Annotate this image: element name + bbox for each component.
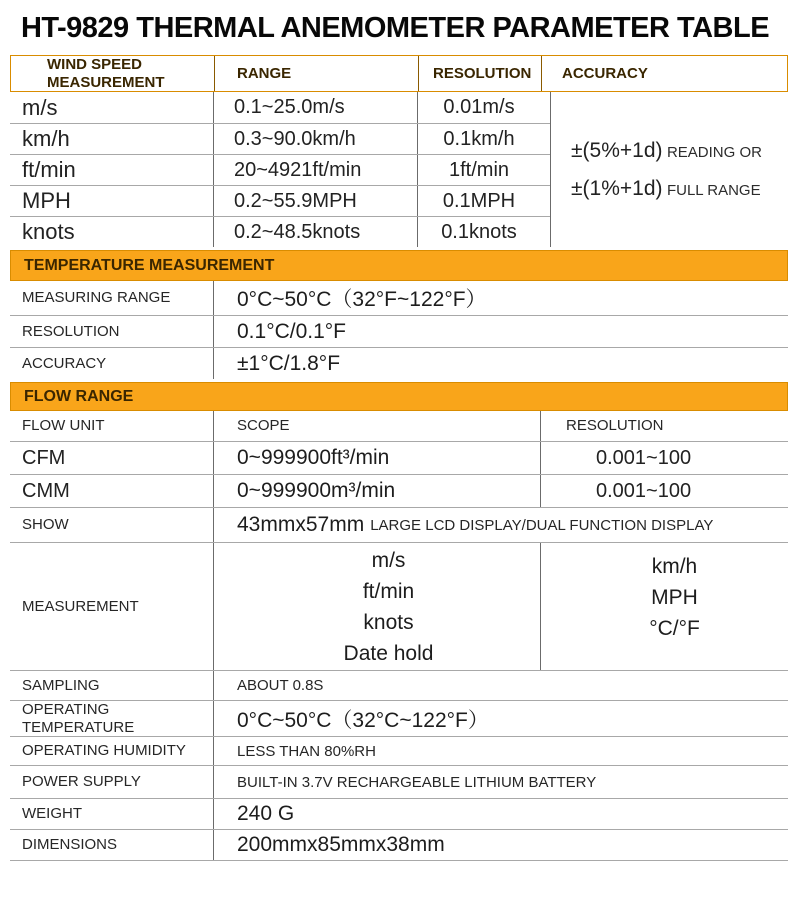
spec-value: BUILT-IN 3.7V RECHARGEABLE LITHIUM BATTERY — [213, 766, 788, 798]
spec-value: 0.1°C/0.1°F — [213, 316, 540, 347]
spec-label: DIMENSIONS — [22, 836, 118, 854]
show-row — [10, 507, 788, 542]
wind-range: 0.3~90.0km/h — [213, 124, 417, 154]
wind-unit: m/s — [22, 94, 58, 120]
flow-resolution: 0.001~100 — [540, 442, 788, 474]
flow-section-header: FLOW RANGE — [10, 382, 788, 411]
flow-unit: CMM — [22, 479, 70, 502]
spec-label: ACCURACY — [22, 354, 107, 372]
spec-label: SAMPLING — [22, 676, 100, 694]
spec-label: MEASURING RANGE — [22, 289, 171, 307]
spec-label: OPERATING TEMPERATURE — [22, 701, 135, 736]
table-row — [10, 829, 788, 861]
wind-speed-header-label: WIND SPEED MEASUREMENT — [47, 56, 165, 91]
measurement-unit: °C/°F — [649, 617, 700, 640]
flow-unit: CFM — [22, 446, 66, 469]
table-row — [10, 441, 788, 474]
measurement-label: MEASUREMENT — [22, 597, 139, 615]
spec-value: LESS THAN 80%RH — [213, 737, 540, 765]
table-row — [10, 736, 788, 765]
wind-unit: ft/min — [22, 157, 76, 182]
spec-value: ±1°C/1.8°F — [213, 348, 540, 379]
wind-range: 0.2~48.5knots — [213, 217, 417, 247]
table-row — [10, 315, 788, 347]
measurement-unit: km/h — [651, 555, 698, 578]
table-row — [10, 216, 550, 247]
table-row — [10, 670, 788, 700]
table-row — [10, 154, 550, 185]
accuracy-header-label: ACCURACY — [541, 56, 787, 91]
parameter-table — [10, 55, 788, 861]
measurement-unit: ft/min — [362, 579, 415, 603]
flow-unit-header: FLOW UNIT — [22, 417, 105, 435]
table-row — [10, 765, 788, 798]
flow-resolution-header: RESOLUTION — [540, 411, 788, 441]
wind-speed-body — [10, 92, 788, 247]
wind-resolution: 1ft/min — [417, 155, 540, 185]
wind-unit: km/h — [22, 126, 70, 151]
spec-label: WEIGHT — [22, 805, 82, 823]
page-title: HT-9829 THERMAL ANEMOMETER PARAMETER TABLE — [20, 12, 770, 44]
measurement-unit: m/s — [371, 548, 406, 572]
flow-resolution: 0.001~100 — [540, 475, 788, 507]
spec-label: OPERATING HUMIDITY — [22, 742, 186, 760]
table-row — [10, 123, 550, 154]
wind-resolution: 0.1km/h — [417, 124, 540, 154]
accuracy-note-2: FULL RANGE — [666, 181, 761, 199]
wind-resolution: 0.01m/s — [417, 92, 540, 123]
wind-range: 0.2~55.9MPH — [213, 186, 417, 216]
show-note: LARGE LCD DISPLAY/DUAL FUNCTION DISPLAY — [370, 516, 714, 534]
spec-value: 0°C~50°C（32°F~122°F） — [213, 281, 540, 315]
resolution-header-label: RESOLUTION — [418, 56, 541, 91]
accuracy-line-2 — [571, 177, 788, 201]
wind-range: 20~4921ft/min — [213, 155, 417, 185]
show-value-cell — [213, 508, 788, 542]
spec-label: RESOLUTION — [22, 322, 120, 340]
wind-unit: knots — [22, 219, 75, 244]
wind-speed-header-row — [10, 55, 788, 92]
accuracy-cell — [550, 92, 788, 247]
show-value: 43mmx57mm — [237, 513, 365, 536]
table-row — [10, 92, 550, 123]
wind-unit: MPH — [22, 188, 71, 213]
wind-range: 0.1~25.0m/s — [213, 92, 417, 123]
flow-columns-row — [10, 411, 788, 441]
accuracy-value-1: ±(5%+1d) — [571, 138, 663, 162]
measurement-row — [10, 542, 788, 670]
table-row — [10, 474, 788, 507]
flow-scope: 0~999900ft³/min — [213, 442, 540, 474]
table-row — [10, 347, 788, 379]
measurement-unit: MPH — [651, 586, 698, 609]
show-label: SHOW — [22, 516, 69, 534]
measurement-unit: Date hold — [343, 641, 434, 665]
spec-value: 240 G — [213, 799, 540, 829]
spec-label: POWER SUPPLY — [22, 773, 141, 791]
table-row — [10, 185, 550, 216]
scope-header: SCOPE — [213, 411, 540, 441]
spec-value: 200mmx85mmx38mm — [213, 830, 540, 860]
table-row — [10, 700, 788, 736]
spec-value: 0°C~50°C（32°C~122°F） — [213, 701, 540, 736]
wind-resolution: 0.1MPH — [417, 186, 540, 216]
measurement-units-col1 — [213, 543, 540, 670]
spec-value: ABOUT 0.8S — [213, 671, 540, 700]
wind-resolution: 0.1knots — [417, 217, 540, 247]
measurement-unit: knots — [363, 610, 414, 634]
accuracy-line-1 — [571, 139, 788, 163]
accuracy-value-2: ±(1%+1d) — [571, 176, 663, 200]
table-row — [10, 281, 788, 315]
table-row — [10, 798, 788, 829]
range-header-label: RANGE — [214, 56, 418, 91]
flow-scope: 0~999900m³/min — [213, 475, 540, 507]
temperature-section-header: TEMPERATURE MEASUREMENT — [10, 250, 788, 281]
accuracy-note-1: READING OR — [666, 143, 762, 161]
measurement-units-col2 — [540, 543, 788, 670]
